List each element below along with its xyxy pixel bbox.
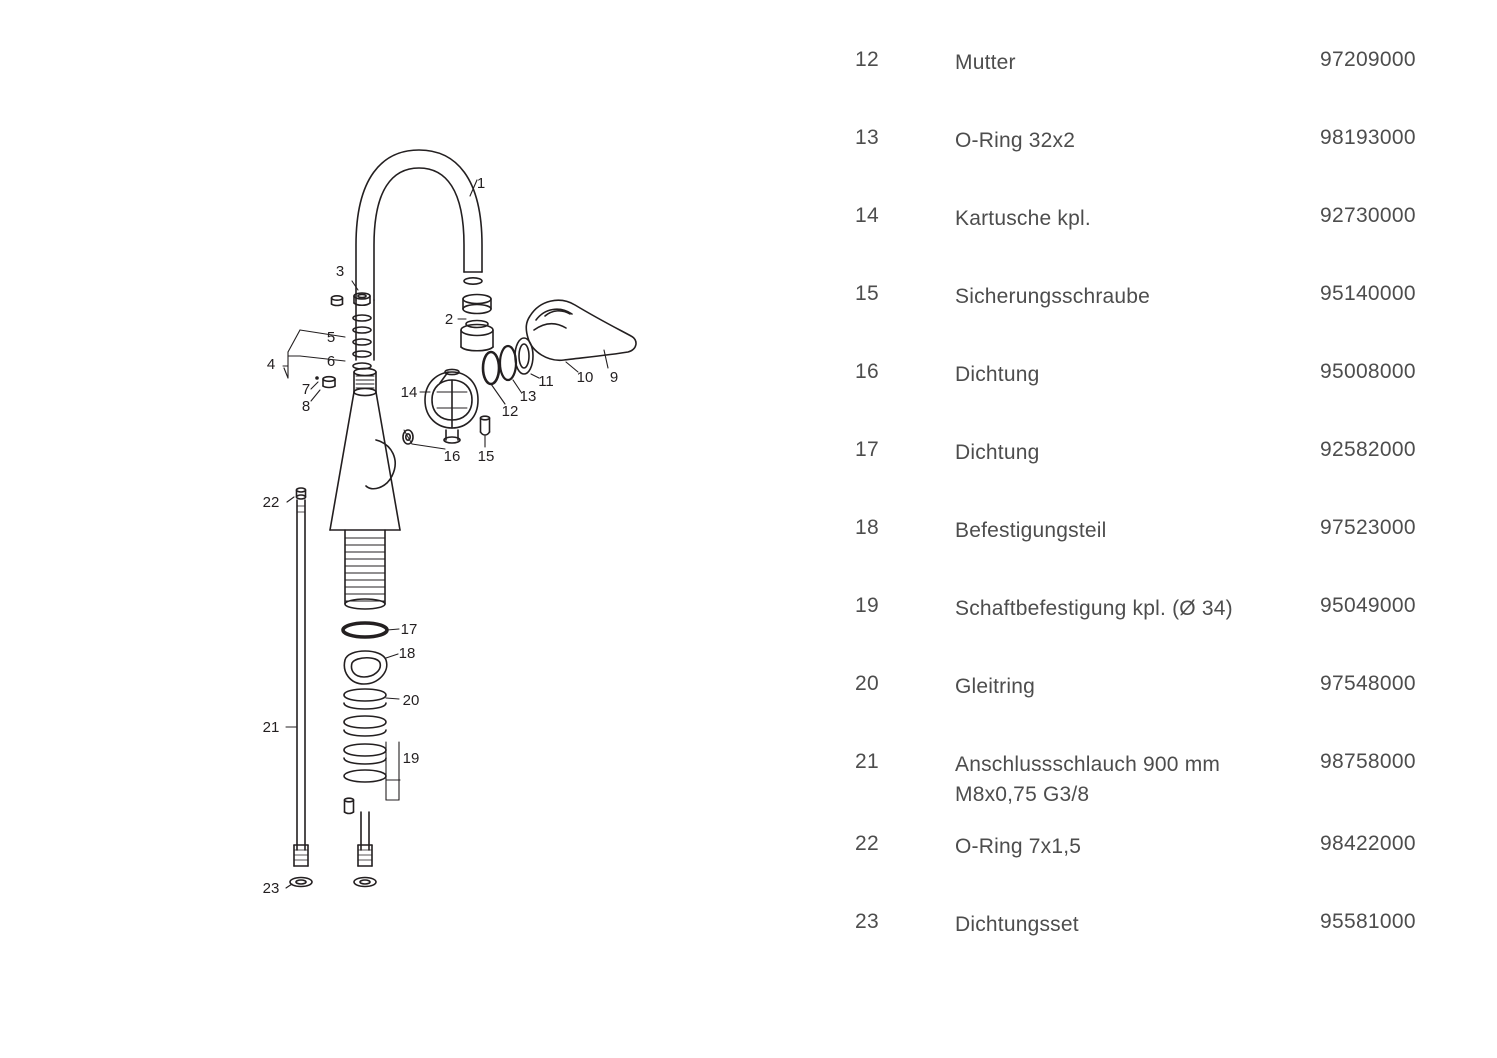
aerator-part xyxy=(461,295,493,351)
part-number: 97548000 xyxy=(1320,672,1416,695)
part-position: 21 xyxy=(855,750,879,773)
table-row xyxy=(855,282,1455,360)
callout-5: 5 xyxy=(326,329,336,346)
part-number: 95049000 xyxy=(1320,594,1416,617)
part-number: 95140000 xyxy=(1320,282,1416,305)
table-row xyxy=(855,910,1455,988)
callout-4: 4 xyxy=(266,356,276,373)
table-row xyxy=(855,516,1455,594)
hose-part-21-left xyxy=(294,488,308,866)
part-description-line1: Anschlussschlauch 900 mm xyxy=(955,753,1221,776)
cartridge-part-14 xyxy=(425,369,478,443)
table-row xyxy=(855,672,1455,750)
table-row xyxy=(855,438,1455,516)
callout-8: 8 xyxy=(301,398,311,415)
part-number: 98422000 xyxy=(1320,832,1416,855)
table-row xyxy=(855,204,1455,282)
callout-7: 7 xyxy=(301,381,311,398)
callout-18: 18 xyxy=(398,645,416,662)
callout-9: 9 xyxy=(609,369,619,386)
callout-15: 15 xyxy=(477,448,495,465)
screw-under-19 xyxy=(345,798,354,813)
part-description xyxy=(955,126,1320,156)
screw-part-7 xyxy=(323,377,335,388)
part-description-line2: M8x0,75 G3/8 xyxy=(955,783,1090,807)
part-number: 95581000 xyxy=(1320,910,1416,933)
part-description xyxy=(955,204,1320,234)
part-position: 12 xyxy=(855,48,879,71)
part-description xyxy=(955,438,1320,468)
table-row xyxy=(855,750,1455,832)
lever-handle-part-9 xyxy=(526,300,636,360)
callout-2: 2 xyxy=(444,311,454,328)
hose-part-21-right xyxy=(358,812,372,866)
gleitring-part-20 xyxy=(344,689,386,736)
part-description-line1: Mutter xyxy=(955,51,1016,74)
callout-12: 12 xyxy=(501,403,519,420)
callout-20: 20 xyxy=(402,692,420,709)
threaded-shank xyxy=(345,530,385,609)
table-row xyxy=(855,48,1455,126)
part-description xyxy=(955,516,1320,546)
table-row xyxy=(855,594,1455,672)
part-position: 19 xyxy=(855,594,879,617)
part-position: 15 xyxy=(855,282,879,305)
callout-23: 23 xyxy=(262,880,280,897)
fixing-part-18 xyxy=(344,651,386,684)
part-position: 17 xyxy=(855,438,879,461)
callout-6: 6 xyxy=(326,353,336,370)
callout-3: 3 xyxy=(335,263,345,280)
part-description-line1: Dichtungsset xyxy=(955,913,1079,936)
part-description xyxy=(955,910,1320,940)
spout-part xyxy=(356,150,482,300)
part-position: 16 xyxy=(855,360,879,383)
mixer-body xyxy=(330,300,400,530)
part-description xyxy=(955,594,1320,624)
callout-16: 16 xyxy=(443,448,461,465)
part-description-line1: Gleitring xyxy=(955,675,1035,698)
part-description-line1: Dichtung xyxy=(955,363,1040,386)
part-description xyxy=(955,750,1320,811)
schaftbefestigung-part-19 xyxy=(344,744,386,782)
part-position: 18 xyxy=(855,516,879,539)
callout-13: 13 xyxy=(519,388,537,405)
part-description-line1: Schaftbefestigung kpl. (Ø 34) xyxy=(955,597,1233,620)
part-number: 92582000 xyxy=(1320,438,1416,461)
part-position: 14 xyxy=(855,204,879,227)
table-row xyxy=(855,126,1455,204)
part-description xyxy=(955,282,1320,312)
part-description xyxy=(955,672,1320,702)
parts-list-table xyxy=(855,48,1455,988)
part-description-line1: Befestigungsteil xyxy=(955,519,1107,542)
callout-10: 10 xyxy=(576,369,594,386)
callout-numbers xyxy=(263,175,619,897)
part-number: 98193000 xyxy=(1320,126,1416,149)
callout-14: 14 xyxy=(400,384,418,401)
part-description-line1: O-Ring 7x1,5 xyxy=(955,835,1082,858)
part-number: 92730000 xyxy=(1320,204,1416,227)
oring-part-17 xyxy=(343,623,387,637)
callout-1: 1 xyxy=(476,175,486,192)
part-number: 98758000 xyxy=(1320,750,1416,773)
part-description xyxy=(955,360,1320,390)
callout-22: 22 xyxy=(262,494,280,511)
screw-part-3b xyxy=(332,296,343,306)
callout-19: 19 xyxy=(402,750,420,767)
part-position: 13 xyxy=(855,126,879,149)
part-position: 22 xyxy=(855,832,879,855)
callout-17: 17 xyxy=(400,621,418,638)
seal-set-part-23 xyxy=(290,878,376,887)
part-position: 20 xyxy=(855,672,879,695)
part-position: 23 xyxy=(855,910,879,933)
part-description-line1: Kartusche kpl. xyxy=(955,207,1091,230)
screw-part-15 xyxy=(481,416,490,435)
table-row xyxy=(855,360,1455,438)
part-number: 97523000 xyxy=(1320,516,1416,539)
callout-21: 21 xyxy=(262,719,280,736)
part-description-line1: Sicherungsschraube xyxy=(955,285,1151,308)
part-description xyxy=(955,832,1320,862)
table-row xyxy=(855,832,1455,910)
callout-11: 11 xyxy=(538,373,554,390)
screw-part-8 xyxy=(315,376,319,380)
rings-11-12-13 xyxy=(483,338,533,384)
seal-part-16 xyxy=(403,430,413,444)
part-number: 97209000 xyxy=(1320,48,1416,71)
part-description-line1: Dichtung xyxy=(955,441,1040,464)
part-number: 95008000 xyxy=(1320,360,1416,383)
part-description-line1: O-Ring 32x2 xyxy=(955,129,1076,152)
part-description xyxy=(955,48,1320,78)
